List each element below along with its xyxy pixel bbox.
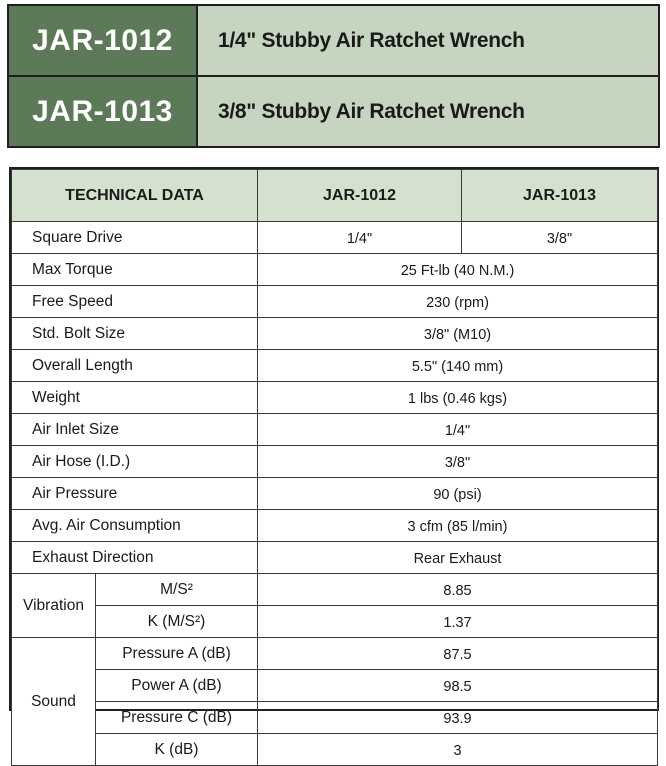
table-row	[12, 542, 658, 574]
value-jar-1012: 1/4"	[258, 222, 462, 254]
header-jar-1012: JAR-1012	[258, 170, 462, 222]
table-row	[12, 446, 658, 478]
table-row-vibration	[12, 606, 658, 638]
row-label: Air Inlet Size	[12, 414, 258, 446]
row-value: 1 lbs (0.46 kgs)	[258, 382, 658, 414]
header-technical-data: TECHNICAL DATA	[12, 170, 258, 222]
table-header-row	[12, 170, 658, 222]
row-label: Weight	[12, 382, 258, 414]
sub-label: Pressure C (dB)	[96, 702, 258, 734]
row-label: Avg. Air Consumption	[12, 510, 258, 542]
row-label: Free Speed	[12, 286, 258, 318]
row-value: 1/4"	[258, 414, 658, 446]
row-value: 5.5" (140 mm)	[258, 350, 658, 382]
table-row	[12, 254, 658, 286]
header-jar-1013: JAR-1013	[462, 170, 658, 222]
table-row	[12, 318, 658, 350]
group-label-sound: Sound	[12, 638, 96, 766]
table-row	[12, 478, 658, 510]
table-row	[12, 414, 658, 446]
row-label: Std. Bolt Size	[12, 318, 258, 350]
row-value: 1.37	[258, 606, 658, 638]
model-description: 1/4" Stubby Air Ratchet Wrench	[198, 6, 658, 75]
sub-label: Power A (dB)	[96, 670, 258, 702]
row-value: Rear Exhaust	[258, 542, 658, 574]
sub-label: K (M/S²)	[96, 606, 258, 638]
technical-data-table	[9, 167, 659, 759]
table-row-sound	[12, 638, 658, 670]
row-label: Air Hose (I.D.)	[12, 446, 258, 478]
model-description: 3/8" Stubby Air Ratchet Wrench	[198, 77, 658, 146]
row-value: 230 (rpm)	[258, 286, 658, 318]
row-label: Exhaust Direction	[12, 542, 258, 574]
row-value: 3/8" (M10)	[258, 318, 658, 350]
value-jar-1013: 3/8"	[462, 222, 658, 254]
table-row-vibration	[12, 574, 658, 606]
model-row-jar-1012	[9, 6, 658, 75]
table-row-sound	[12, 734, 658, 766]
table-row	[12, 382, 658, 414]
model-header	[7, 4, 660, 148]
table-row	[12, 286, 658, 318]
sub-label: Pressure A (dB)	[96, 638, 258, 670]
row-label: Air Pressure	[12, 478, 258, 510]
row-value: 3 cfm (85 l/min)	[258, 510, 658, 542]
row-value: 3/8"	[258, 446, 658, 478]
table-row-square-drive	[12, 222, 658, 254]
table-row	[12, 510, 658, 542]
table-row	[12, 350, 658, 382]
row-value: 25 Ft-lb (40 N.M.)	[258, 254, 658, 286]
row-value: 98.5	[258, 670, 658, 702]
row-value: 87.5	[258, 638, 658, 670]
row-value: 3	[258, 734, 658, 766]
table-row-sound	[12, 670, 658, 702]
row-value: 8.85	[258, 574, 658, 606]
row-label: Overall Length	[12, 350, 258, 382]
row-value: 93.9	[258, 702, 658, 734]
sub-label: K (dB)	[96, 734, 258, 766]
model-code: JAR-1013	[9, 77, 196, 146]
model-code: JAR-1012	[9, 6, 196, 75]
row-value: 90 (psi)	[258, 478, 658, 510]
row-label: Max Torque	[12, 254, 258, 286]
model-row-jar-1013	[9, 77, 658, 146]
sub-label: M/S²	[96, 574, 258, 606]
table-row-sound	[12, 702, 658, 734]
group-label-vibration: Vibration	[12, 574, 96, 638]
row-label: Square Drive	[12, 222, 258, 254]
